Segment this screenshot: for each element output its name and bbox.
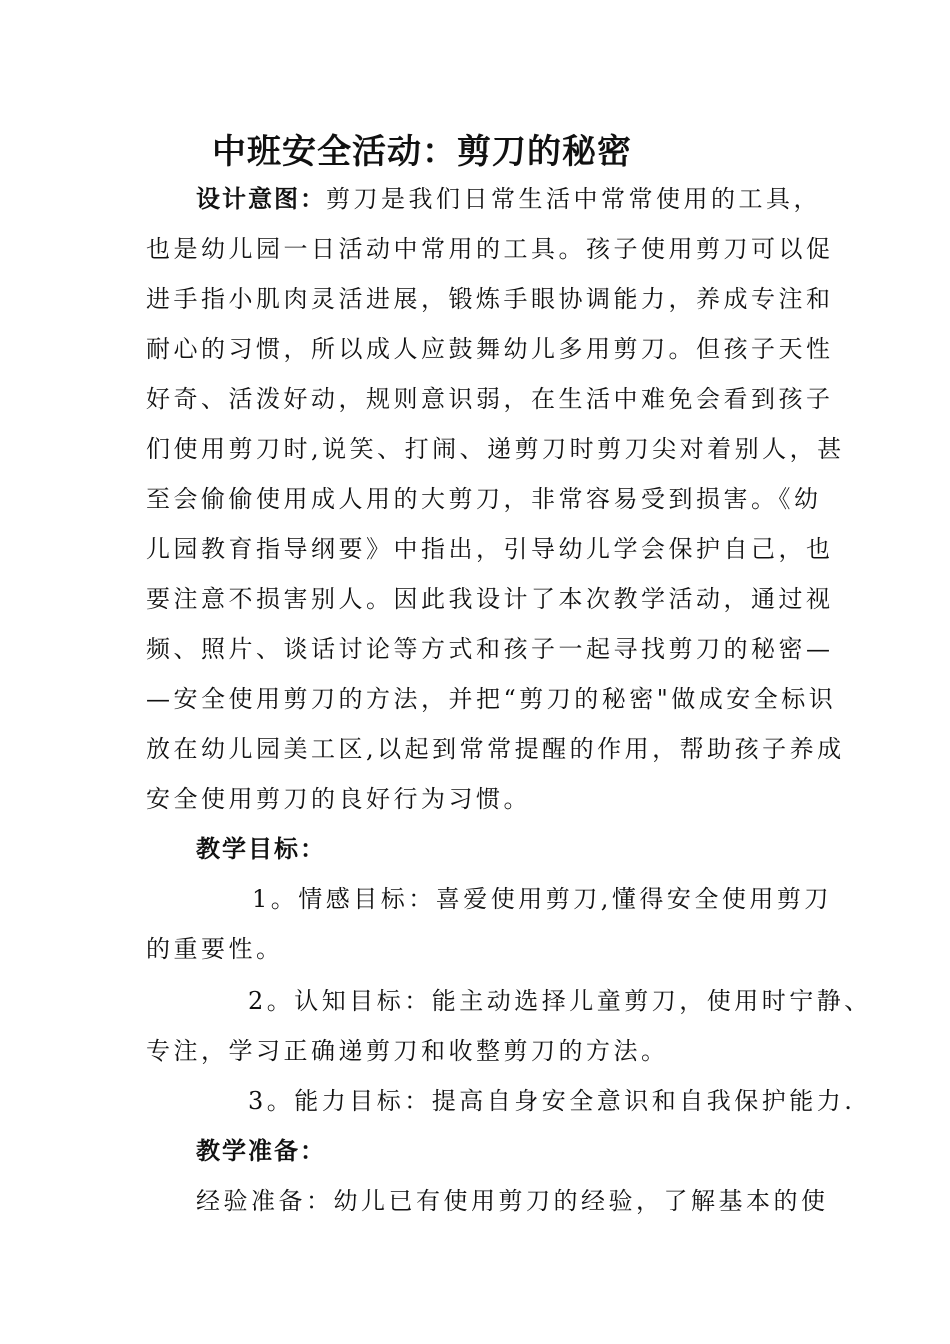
design-intent-line-4: 好奇、活泼好动，规则意识弱，在生活中难免会看到孩子 xyxy=(146,385,834,413)
design-intent-line-3: 耐心的习惯，所以成人应鼓舞幼儿多用剪刀。但孩子天性 xyxy=(146,335,834,363)
document-title: 中班安全活动：剪刀的秘密 xyxy=(212,132,632,172)
preparation-heading: 教学准备： xyxy=(196,1136,326,1165)
design-intent-line-10: —安全使用剪刀的方法，并把“剪刀的秘密"做成安全标识 xyxy=(146,685,837,713)
objectives-heading: 教学目标： xyxy=(196,834,326,863)
design-intent-label: 设计意图： xyxy=(196,184,326,213)
design-intent-line-6: 至会偷偷使用成人用的大剪刀，非常容易受到损害。《幼 xyxy=(146,485,822,513)
design-intent-line-1: 也是幼儿园一日活动中常用的工具。孩子使用剪刀可以促 xyxy=(146,235,834,263)
design-intent-line-9: 频、照片、谈话讨论等方式和孩子一起寻找剪刀的秘密— xyxy=(146,635,834,663)
design-intent-line-7: 儿园教育指导纲要》中指出，引导幼儿学会保护自己，也 xyxy=(146,535,834,563)
preparation-line-0: 经验准备：幼儿已有使用剪刀的经验，了解基本的使 xyxy=(196,1187,829,1215)
objective-item-0: 1。情感目标：喜爱使用剪刀,懂得安全使用剪刀 xyxy=(252,885,832,913)
design-intent-line-0: 剪刀是我们日常生活中常常使用的工具， xyxy=(326,185,821,213)
design-intent-line-2: 进手指小肌肉灵活进展，锻炼手眼协调能力，养成专注和 xyxy=(146,285,834,313)
design-intent-line-11: 放在幼儿园美工区,以起到常常提醒的作用，帮助孩子养成 xyxy=(146,735,845,763)
objective-item-2: 2。认知目标：能主动选择儿童剪刀，使用时宁静、 xyxy=(248,987,872,1015)
objective-item-3: 专注，学习正确递剪刀和收整剪刀的方法。 xyxy=(146,1037,669,1065)
design-intent-line-8: 要注意不损害别人。因此我设计了本次教学活动，通过视 xyxy=(146,585,834,613)
objective-item-4: 3。能力目标：提高自身安全意识和自我保护能力. xyxy=(248,1087,856,1115)
design-intent-first-line xyxy=(196,183,821,215)
design-intent-line-5: 们使用剪刀时,说笑、打闹、递剪刀时剪刀尖对着别人，甚 xyxy=(146,435,845,463)
objective-item-1: 的重要性。 xyxy=(146,935,284,963)
design-intent-line-12: 安全使用剪刀的良好行为习惯。 xyxy=(146,785,531,813)
